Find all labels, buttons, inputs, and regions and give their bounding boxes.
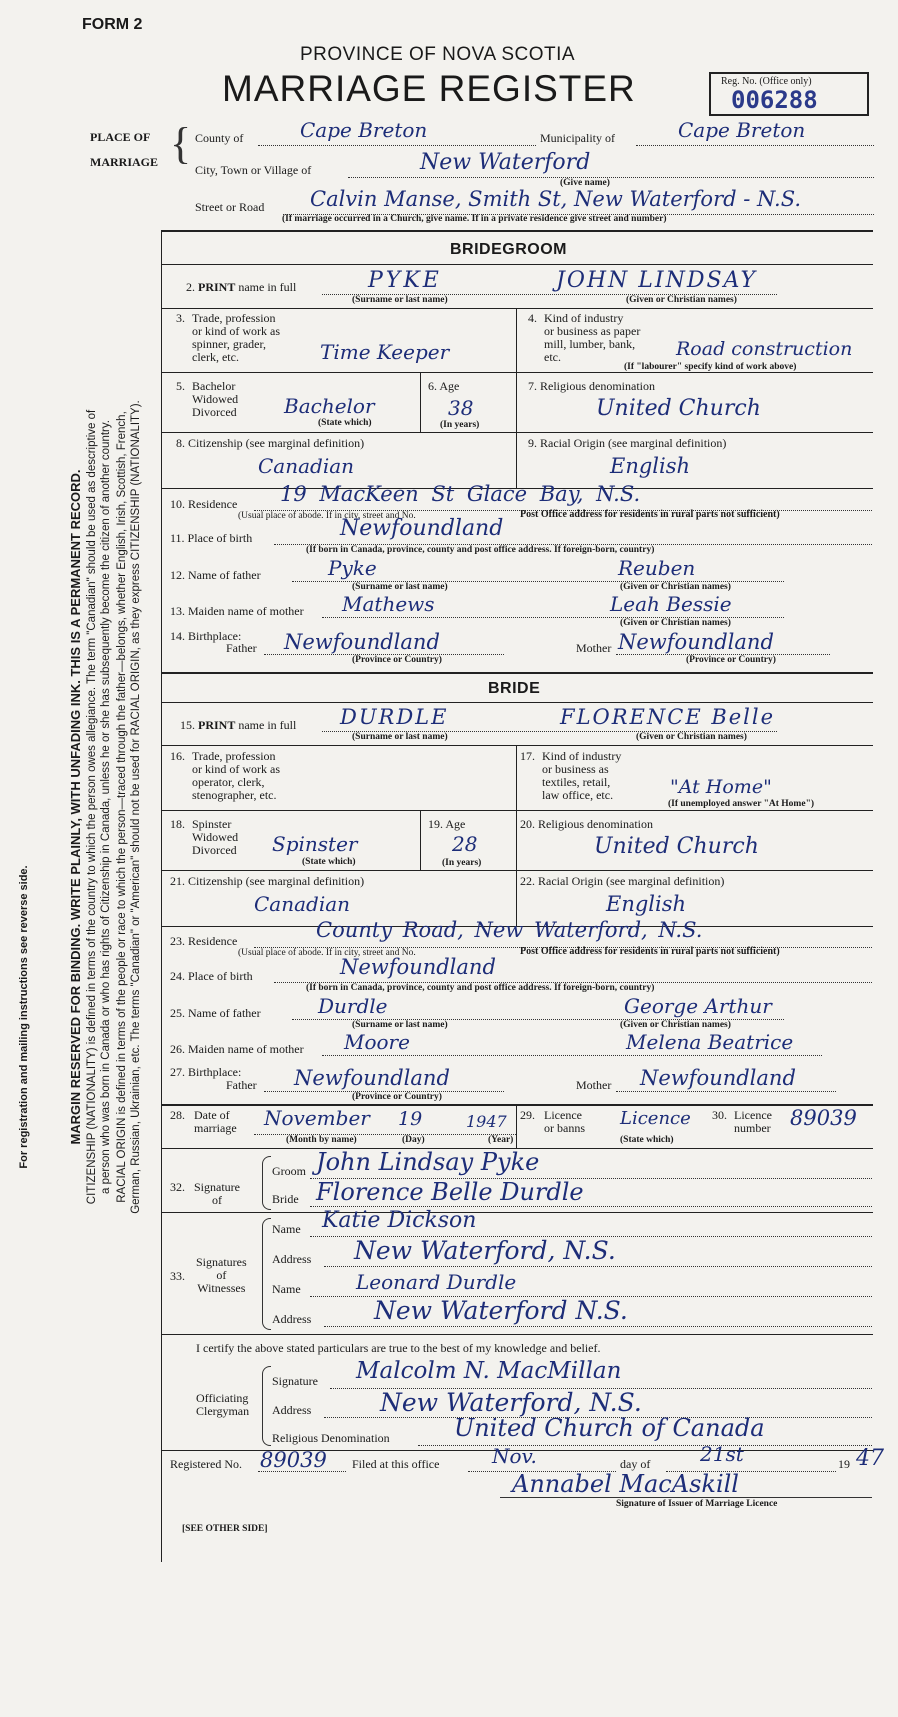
bride-father-given: George Arthur xyxy=(624,994,772,1018)
groom-signature-label: Groom xyxy=(272,1164,306,1178)
bride-mother-label: 26. Maiden name of mother xyxy=(170,1042,304,1056)
bride-citizenship: Canadian xyxy=(254,892,351,916)
clergy-address-label: Address xyxy=(272,1403,312,1417)
bride-mother-surname: Moore xyxy=(344,1030,410,1054)
bride-industry: "At Home" xyxy=(670,776,772,798)
form-number: FORM 2 xyxy=(82,16,143,33)
registered-no: 89039 xyxy=(260,1448,327,1472)
witness1-address: New Waterford, N.S. xyxy=(354,1236,616,1265)
filed-day-of-label: day of xyxy=(620,1457,651,1471)
bride-birthplace-label: 27. Birthplace: xyxy=(170,1065,242,1079)
clergy-section-label: Officiating Clergyman xyxy=(196,1391,250,1418)
groom-surname: PYKE xyxy=(368,268,442,293)
registration-number-box xyxy=(709,72,869,116)
issuer-signature-label: Signature of Issuer of Marriage Licence xyxy=(616,1499,778,1509)
county-label: County of xyxy=(195,131,244,145)
groom-name-label: 2. PRINT name in full xyxy=(186,280,297,294)
bride-birth-note: (If born in Canada, province, county and post office address. If foreign-born, country) xyxy=(306,983,655,993)
municipality-label: Municipality of xyxy=(540,131,615,145)
licence-type-note: (State which) xyxy=(620,1135,674,1145)
groom-age: 38 xyxy=(448,396,474,420)
groom-trade-label: 3. Trade, profession or kind of work as spinner, grader, clerk, etc. xyxy=(176,311,280,364)
marriage-month: November xyxy=(264,1106,370,1130)
city-note: (Give name) xyxy=(560,178,610,188)
witness2-name-label: Name xyxy=(272,1282,301,1296)
bride-mother-birth: Newfoundland xyxy=(640,1066,796,1090)
groom-given-note: (Given or Christian names) xyxy=(626,295,737,305)
witness2-name: Leonard Durdle xyxy=(356,1270,517,1294)
county-rule xyxy=(258,145,536,146)
bride-mother-given: Melena Beatrice xyxy=(626,1030,794,1054)
groom-father-surname: Pyke xyxy=(328,556,377,580)
groom-industry-note: (If "labourer" specify kind of work above) xyxy=(624,362,797,372)
margin-note-racial-2: German, Russian, Ukrainian, etc. The terms "Canadian" or "American" should not be used for RACIAL ORIGIN, as they express CITIZENSHIP (NATIONALITY). xyxy=(130,400,142,1214)
filed-year-prefix: 19 xyxy=(838,1457,850,1471)
groom-surname-note: (Surname or last name) xyxy=(352,295,448,305)
county-value: Cape Breton xyxy=(300,118,428,142)
bride-residence-label: 23. Residence xyxy=(170,934,238,948)
witness2-address: New Waterford N.S. xyxy=(374,1296,628,1325)
groom-mother-given: Leah Bessie xyxy=(610,592,732,616)
bride-age-note: (In years) xyxy=(442,858,482,868)
place-label-2: MARRIAGE xyxy=(90,155,158,169)
margin-note-citizenship-1: CITIZENSHIP (NATIONALITY) is defined in terms of the country to which the person owes allegiance. The term "Canadian" should be used as descriptive of xyxy=(86,409,98,1205)
bride-header: BRIDE xyxy=(488,680,541,697)
clergy-denomination-label: Religious Denomination xyxy=(272,1431,390,1445)
groom-racial: English xyxy=(610,454,691,478)
registration-number-label: Reg. No. (Office only) xyxy=(721,76,812,87)
bride-residence-note-2: Post Office address for residents in rural parts not sufficient) xyxy=(520,946,780,957)
bride-signature: Florence Belle Durdle xyxy=(316,1178,584,1206)
groom-age-note: (In years) xyxy=(440,420,480,430)
marriage-month-note: (Month by name) xyxy=(286,1135,357,1145)
bride-residence: County Road, New Waterford, N.S. xyxy=(316,918,703,942)
registration-number: 006288 xyxy=(731,86,818,114)
groom-birthplace-father: Father xyxy=(226,641,257,655)
groom-given: JOHN LINDSAY xyxy=(556,268,758,293)
bride-surname: DURDLE xyxy=(340,705,449,729)
clergy-signature-label: Signature xyxy=(272,1374,318,1388)
groom-mother-birth: Newfoundland xyxy=(618,630,774,654)
groom-residence-note-2: Post Office address for residents in rural parts not sufficient) xyxy=(520,509,780,520)
groom-father-given: Reuben xyxy=(618,556,696,580)
licence-number: 89039 xyxy=(790,1106,857,1130)
signature-brace xyxy=(262,1156,271,1210)
page-title: MARRIAGE REGISTER xyxy=(222,68,636,109)
street-label: Street or Road xyxy=(195,200,265,214)
bride-signature-label: Bride xyxy=(272,1192,299,1206)
groom-birthplace-label: 14. Birthplace: xyxy=(170,629,242,643)
bride-industry-note: (If unemployed answer "At Home") xyxy=(668,799,815,809)
witness-section-label: 33. xyxy=(170,1269,185,1283)
bride-birth: Newfoundland xyxy=(340,955,496,979)
groom-father-birth-note: (Province or Country) xyxy=(352,655,442,665)
groom-father-surname-note: (Surname or last name) xyxy=(352,582,448,592)
bride-birthplace-mother: Mother xyxy=(576,1078,612,1092)
clergy-address: New Waterford, N.S. xyxy=(380,1388,642,1417)
groom-birth-label: 11. Place of birth xyxy=(170,531,253,545)
witness1-name-label: Name xyxy=(272,1222,301,1236)
witness-section-title: Signatures of Witnesses xyxy=(196,1255,247,1295)
bride-father-label: 25. Name of father xyxy=(170,1006,261,1020)
bride-age-label: 19. Age xyxy=(428,817,466,831)
groom-status: Bachelor xyxy=(284,394,375,418)
bride-residence-note-1: (Usual place of abode. If in city, street and No. xyxy=(238,948,416,958)
city-value: New Waterford xyxy=(420,150,591,175)
margin-note-instructions: For registration and mailing instructions see reverse side. xyxy=(18,865,30,1169)
groom-residence-note-1: (Usual place of abode. If in city, street and No. xyxy=(238,511,416,521)
bride-status-label: 18. Spinster Widowed Divorced xyxy=(170,817,239,857)
city-rule xyxy=(348,177,874,178)
street-note: (If marriage occurred in a Church, give name. If in a private residence give street and number) xyxy=(282,214,667,224)
groom-father-label: 12. Name of father xyxy=(170,568,261,582)
licence-type-label: 29. Licence or banns xyxy=(520,1108,585,1135)
bride-status: Spinster xyxy=(272,832,358,856)
bride-religion-label: 20. Religious denomination xyxy=(520,817,653,831)
signature-section-label: 32. Signature of xyxy=(170,1180,240,1207)
bride-given: FLORENCE Belle xyxy=(560,705,776,729)
bride-surname-note: (Surname or last name) xyxy=(352,732,448,742)
municipality-rule xyxy=(636,145,874,146)
street-value: Calvin Manse, Smith St, New Waterford - N.S. xyxy=(310,187,802,211)
groom-status-label: 5. Bachelor Widowed Divorced xyxy=(176,379,239,419)
bride-father-birth: Newfoundland xyxy=(294,1066,450,1090)
groom-residence-label: 10. Residence xyxy=(170,497,238,511)
see-other-side: [SEE OTHER SIDE] xyxy=(182,1524,268,1534)
clergy-denomination: United Church of Canada xyxy=(454,1414,765,1442)
groom-industry-label: 4. Kind of industry or business as paper mill, lumber, bank, etc. xyxy=(528,311,641,364)
bride-racial: English xyxy=(606,892,687,916)
bride-birth-label: 24. Place of birth xyxy=(170,969,253,983)
clergy-brace xyxy=(262,1366,271,1446)
groom-mother-given-note: (Given or Christian names) xyxy=(620,618,731,628)
margin-note-citizenship-2: a person who was born in Canada or who has rights of Citizenship in Canada, unless he or she has subsequently become the citizen of another country. xyxy=(100,420,112,1194)
groom-birthplace-mother: Mother xyxy=(576,641,612,655)
filed-label: Filed at this office xyxy=(352,1457,440,1471)
marriage-day: 19 xyxy=(398,1108,423,1130)
witness-brace xyxy=(262,1218,271,1330)
bride-birthplace-father: Father xyxy=(226,1078,257,1092)
groom-citizenship-label: 8. Citizenship (see marginal definition) xyxy=(176,436,365,450)
margin-note-racial-1: RACIAL ORIGIN is defined in terms of the people or race to which the person—traced through the father—belongs, whether English, Irish, Scottish, French, xyxy=(116,411,128,1203)
groom-birth-note: (If born in Canada, province, county and post office address. If foreign-born, country) xyxy=(306,545,655,555)
marriage-year-note: (Year) xyxy=(488,1135,514,1145)
bride-father-surname: Durdle xyxy=(318,994,388,1018)
licence-number-label: 30. Licence number xyxy=(712,1108,772,1135)
groom-racial-label: 9. Racial Origin (see marginal definition) xyxy=(528,436,727,450)
province-title: PROVINCE OF NOVA SCOTIA xyxy=(300,44,576,65)
bride-racial-label: 22. Racial Origin (see marginal definition) xyxy=(520,874,725,888)
groom-religion: United Church xyxy=(596,396,761,421)
marriage-date-label: 28. Date of marriage xyxy=(170,1108,237,1135)
groom-mother-surname: Mathews xyxy=(342,592,435,616)
bridegroom-header: BRIDEGROOM xyxy=(450,241,567,258)
groom-religion-label: 7. Religious denomination xyxy=(528,379,655,393)
bride-name-label: 15. PRINT name in full xyxy=(180,718,297,732)
groom-citizenship: Canadian xyxy=(258,454,355,478)
filed-day: 21st xyxy=(700,1442,744,1466)
marriage-day-note: (Day) xyxy=(402,1135,425,1145)
bride-age: 28 xyxy=(452,832,478,856)
groom-signature: John Lindsay Pyke xyxy=(316,1148,540,1176)
filed-year: 47 xyxy=(856,1446,884,1471)
witness1-address-label: Address xyxy=(272,1252,312,1266)
groom-residence: 19 MacKeen St Glace Bay, N.S. xyxy=(280,482,641,506)
issuer-signature: Annabel MacAskill xyxy=(512,1470,739,1498)
city-label: City, Town or Village of xyxy=(195,163,312,177)
witness1-name: Katie Dickson xyxy=(322,1208,477,1233)
certify-statement: I certify the above stated particulars are true to the best of my knowledge and belief. xyxy=(196,1341,601,1355)
groom-age-label: 6. Age xyxy=(428,379,460,393)
licence-type: Licence xyxy=(620,1108,691,1129)
clergy-signature: Malcolm N. MacMillan xyxy=(356,1358,622,1384)
groom-mother-birth-note: (Province or Country) xyxy=(686,655,776,665)
place-label-1: PLACE OF xyxy=(90,130,151,144)
filed-month: Nov. xyxy=(492,1444,537,1468)
municipality-value: Cape Breton xyxy=(678,118,806,142)
bride-industry-label: 17. Kind of industry or business as textiles, retail, law office, etc. xyxy=(520,749,622,802)
groom-father-given-note: (Given or Christian names) xyxy=(620,582,731,592)
marriage-year: 1947 xyxy=(466,1112,507,1131)
groom-industry: Road construction xyxy=(676,338,853,360)
margin-note-binding: MARGIN RESERVED FOR BINDING. WRITE PLAINLY, WITH UNFADING INK. THIS IS A PERMANENT RECORD. xyxy=(68,469,83,1145)
bride-father-given-note: (Given or Christian names) xyxy=(620,1020,731,1030)
bride-religion: United Church xyxy=(594,834,759,859)
groom-mother-label: 13. Maiden name of mother xyxy=(170,604,304,618)
bride-status-note: (State which) xyxy=(302,857,356,867)
frame-top xyxy=(161,230,873,232)
place-brace: { xyxy=(170,119,192,168)
groom-birth: Newfoundland xyxy=(340,516,504,541)
bride-father-birth-note: (Province or Country) xyxy=(352,1092,442,1102)
bride-citizenship-label: 21. Citizenship (see marginal definition) xyxy=(170,874,365,888)
registered-no-label: Registered No. xyxy=(170,1457,242,1471)
bride-given-note: (Given or Christian names) xyxy=(636,732,747,742)
groom-status-note: (State which) xyxy=(318,418,372,428)
bride-trade-label: 16. Trade, profession or kind of work as operator, clerk, stenographer, etc. xyxy=(170,749,280,802)
groom-trade: Time Keeper xyxy=(320,340,450,364)
groom-father-birth: Newfoundland xyxy=(284,630,440,654)
witness2-address-label: Address xyxy=(272,1312,312,1326)
bride-father-surname-note: (Surname or last name) xyxy=(352,1020,448,1030)
